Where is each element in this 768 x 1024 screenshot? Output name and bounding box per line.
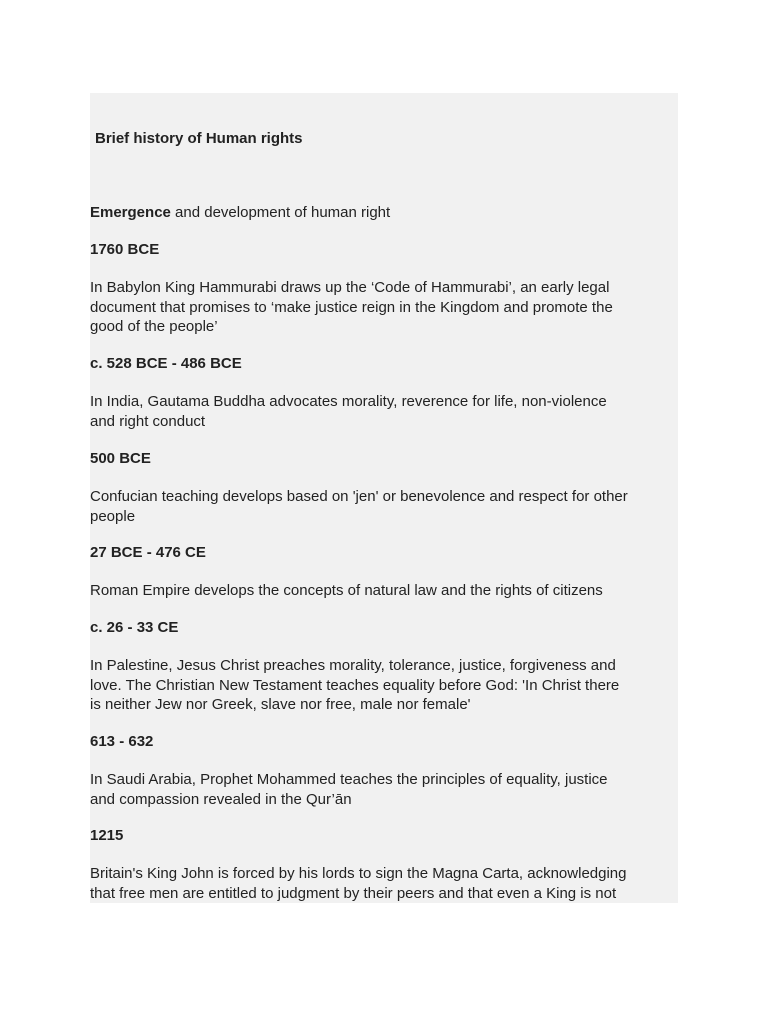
entry-line: In Babylon King Hammurabi draws up the ‘Code of Hammurabi’, an early legal bbox=[90, 279, 610, 296]
intro-rest: and development of human right bbox=[170, 204, 391, 221]
entry-date: 27 BCE - 476 CE bbox=[90, 544, 206, 561]
entry-line: In India, Gautama Buddha advocates morality, reverence for life, non-violence bbox=[90, 393, 607, 410]
entry-date: 500 BCE bbox=[90, 450, 151, 467]
entry-line: Britain's King John is forced by his lords to sign the Magna Carta, acknowledging bbox=[90, 865, 627, 882]
entry-date: 613 - 632 bbox=[90, 733, 154, 750]
entry-line: and right conduct bbox=[90, 412, 206, 430]
entry-line: document that promises to ‘make justice reign in the Kingdom and promote the bbox=[90, 298, 613, 316]
entry-line: is neither Jew nor Greek, slave nor free, male nor female' bbox=[90, 696, 471, 713]
entry-description bbox=[90, 864, 678, 903]
document-title: Brief history of Human rights bbox=[95, 130, 303, 147]
entry-line: In Saudi Arabia, Prophet Mohammed teaches the principles of equality, justice bbox=[90, 771, 608, 788]
entry-description bbox=[90, 278, 678, 337]
entry-line: Confucian teaching develops based on 'jen' or benevolence and respect for other bbox=[90, 488, 628, 505]
entry-line: that free men are entitled to judgment by their peers and that even a King is not bbox=[90, 884, 617, 902]
entry-date: c. 26 - 33 CE bbox=[90, 619, 179, 636]
intro-line bbox=[90, 204, 390, 222]
entry-line: love. The Christian New Testament teaches equality before God: 'In Christ there bbox=[90, 676, 620, 694]
entry-line: In Palestine, Jesus Christ preaches morality, tolerance, justice, forgiveness and bbox=[90, 657, 616, 674]
entry-date: 1760 BCE bbox=[90, 241, 160, 258]
entry-line: people bbox=[90, 507, 136, 525]
document-page bbox=[90, 93, 678, 903]
entry-line: and compassion revealed in the Qur’ān bbox=[90, 790, 352, 808]
entry-line: good of the people’ bbox=[90, 318, 218, 335]
intro-bold: Emergence bbox=[90, 204, 171, 221]
entry-description bbox=[90, 770, 678, 809]
entry-description bbox=[90, 392, 678, 431]
entry-date: c. 528 BCE - 486 BCE bbox=[90, 355, 242, 372]
entry-line: Roman Empire develops the concepts of natural law and the rights of citizens bbox=[90, 582, 603, 599]
entry-description bbox=[90, 656, 678, 715]
entry-description bbox=[90, 581, 678, 601]
entry-date: 1215 bbox=[90, 827, 124, 844]
entry-description bbox=[90, 487, 678, 526]
